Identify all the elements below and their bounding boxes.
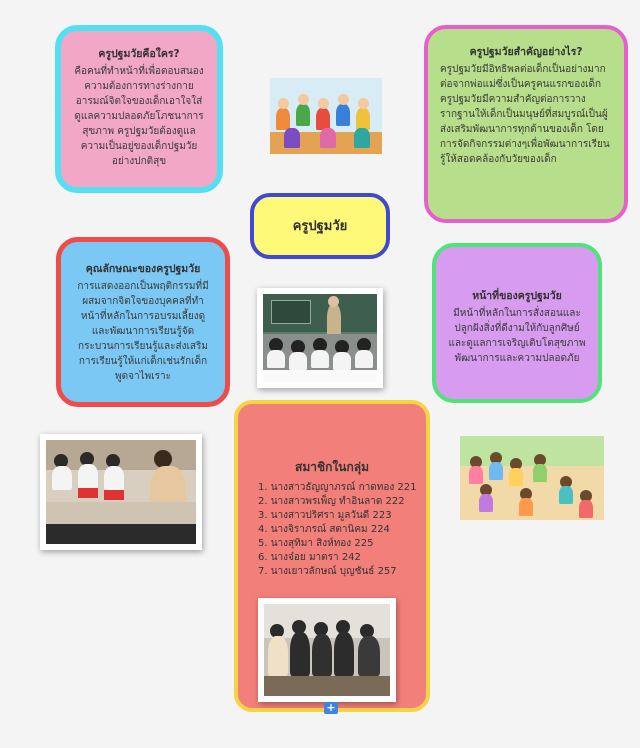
card-importance-body: ครูปฐมวัยมีอิทธิพลต่อเด็กเป็นอย่างมากต่อจากพ่อแม่ซึ่งเป็นครูคนแรกของเด็กครูปฐมวัยมีความสำคัญต่อการวางรากฐานให้เด็กเป็นมนุษย์ที่สมบูรณ์เป็นผู้ส่งเสริมพัฒนาการทุกด้านของเด็ก โดยการจัดกิจกรรมต่างๆเพื่อพัฒนาการเรียนรู้ให้สอดคล้องกับวัยของเด็ก <box>440 64 610 165</box>
card-duties-body: มีหน้าที่หลักในการสั่งสอนและปลูกฝังสิ่งที่ดีงามให้กับลูกศิษย์และดูแลการเจริญเติบโตสุขภาพพัฒนาการและความปลอดภัย <box>448 308 586 364</box>
member-item: 2. นางสาวพรเพ็ญ ทำอินลาด 222 <box>258 496 405 507</box>
card-who-is-teacher <box>55 25 223 193</box>
cartoon-classroom-image <box>270 78 382 154</box>
members-title: สมาชิกในกลุ่ม <box>295 460 369 474</box>
member-item: 6. นางจ๋อย มาตรา 242 <box>258 552 361 563</box>
member-item: 4. นางจิราภรณ์ สตานิคม 224 <box>258 524 390 535</box>
cartoon-kids-playing-image <box>460 436 604 520</box>
card-duties-title: หน้าที่ของครูปฐมวัย <box>472 290 562 302</box>
center-title-card <box>250 193 390 259</box>
card-duties <box>432 243 602 403</box>
member-item: 3. นางสาวปริศรา มูลวันดี 223 <box>258 510 392 521</box>
group-members-photo <box>258 598 396 702</box>
card-who-title: ครูปฐมวัยคือใคร? <box>98 48 180 60</box>
card-traits-title: คุณลักษณะของครูปฐมวัย <box>85 263 201 275</box>
card-importance-title: ครูปฐมวัยสำคัญอย่างไร? <box>469 46 583 58</box>
classroom-photo <box>257 288 383 388</box>
members-list <box>250 481 417 579</box>
member-item: 7. นางเยาวลักษณ์ บุญชันธ์ 257 <box>258 566 397 577</box>
card-importance <box>424 25 628 223</box>
card-traits-body: การแสดงออกเป็นพฤติกรรมที่มีผสมจากจิตใจของบุคคลที่ทำหน้าที่หลักในการอบรมเลี้ยงดูและพัฒนาการเรียนรู้จัดกระบวนการเรียนรู้และส่งเสริมการเรียนรู้ให้แก่เด็กเช่นรักเด็กพูดจาไพเราะ <box>77 281 209 382</box>
center-title: ครูปฐมวัย <box>292 218 348 234</box>
add-button[interactable]: + <box>324 702 338 714</box>
member-item: 1. นางสาวธัญญาภรณ์ กาดทอง 221 <box>258 482 417 493</box>
member-item: 5. นางสุทิมา สิงห์ทอง 225 <box>258 538 374 549</box>
card-who-body: คือคนที่ทำหน้าที่เพื่อตอบสนองความต้องการทางร่างกายอารมณ์จิตใจของเด็กเอาใจใส่ดูแลความปลอดภัยโภชนาการ สุขภาพ ครูปฐมวัยต้องดูแลความเป็นอยู่ของเด็กปฐมวัยอย่างปกติสุข <box>74 66 204 167</box>
card-traits <box>56 237 230 407</box>
kids-in-class-photo <box>40 434 202 550</box>
